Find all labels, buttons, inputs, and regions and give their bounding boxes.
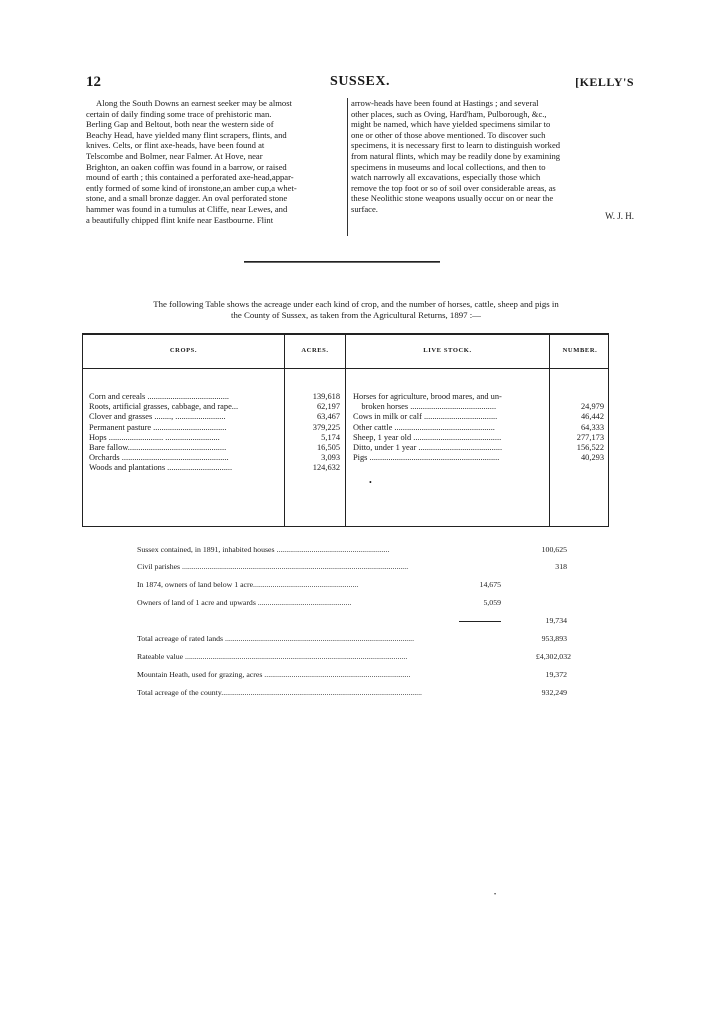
- summary-label: Mountain Heath, used for grazing, acres ...........................................................................: [137, 670, 411, 679]
- summary-value: 932,249: [541, 688, 567, 697]
- crop-name: Clover and grasses ........, ........................: [89, 412, 226, 422]
- summary-value: £4,302,032: [535, 652, 571, 661]
- text-line: knives. Celts, or flint axe-heads, have been found at: [86, 140, 265, 151]
- livestock-name: broken horses .........................................: [353, 402, 497, 412]
- header-number: NUMBER.: [562, 347, 598, 354]
- text-line: these Neolithic stone weapons usually occur on or near the: [351, 193, 554, 204]
- livestock-number: 156,522: [576, 442, 604, 452]
- text-line: other places, such as Oving, Hard'ham, Pulborough, &c.,: [351, 108, 547, 119]
- crop-name: Roots, artificial grasses, cabbage, and rape...: [89, 402, 239, 412]
- table-intro: [78, 299, 634, 321]
- livestock-name: Horses for agriculture, brood mares, and un-: [353, 392, 502, 401]
- header-rule: [83, 368, 608, 369]
- summary-value: 19,734: [545, 616, 567, 625]
- text-line: Brighton, an oaken coffin was found in a barrow, or raised: [86, 161, 287, 172]
- text-line: arrow-heads have been found at Hastings ; and several: [351, 98, 539, 108]
- stray-mark: •: [369, 478, 372, 487]
- summary-row: [137, 652, 571, 663]
- text-line: remove the top foot or so of soil over considerable areas, as: [351, 182, 556, 193]
- summary-subvalue: 5,059: [483, 598, 501, 607]
- header-crops: CROPS.: [169, 347, 198, 354]
- summary-row: [137, 670, 571, 681]
- summary-label: Owners of land of 1 acre and upwards ................................................: [137, 598, 352, 607]
- crop-acres: 139,618: [312, 392, 340, 401]
- summary-label: Rateable value ..................................................................................................................: [137, 652, 408, 661]
- header-livestock: LIVE STOCK.: [423, 347, 472, 354]
- column-rule: [345, 335, 346, 526]
- text-line: specimens in museums and local collections, and then to: [351, 161, 546, 172]
- summary-row: [137, 598, 571, 609]
- livestock-number: 46,442: [580, 412, 604, 422]
- crop-acres: 16,505: [316, 442, 340, 452]
- livestock-number: [550, 392, 604, 402]
- summary-row: [137, 616, 571, 627]
- summary-label: In 1874, owners of land below 1 acre......................................................: [137, 580, 359, 589]
- crop-acres: 3,093: [321, 453, 340, 463]
- summary-value: 953,893: [541, 634, 567, 643]
- intro-line: the County of Sussex, as taken from the Agricultural Returns, 1897 :—: [231, 310, 481, 320]
- text-line: Beachy Head, have yielded many flint scrapers, flints, and: [86, 129, 287, 140]
- text-line: stone, and a small bronze dagger. An oval perforated stone: [86, 193, 288, 204]
- crop-acres: 124,632: [312, 463, 340, 473]
- summary-row: [137, 562, 571, 573]
- text-line: specimens, it is necessary first to learn to distinguish worked: [351, 140, 561, 151]
- text-line: Berling Gap and Beltout, both near the western side of: [86, 119, 274, 130]
- summary-row: [137, 634, 571, 645]
- text-line: ently formed of some kind of ironstone,an amber cup,a whet-: [86, 182, 297, 193]
- text-line: Telscombe and Bolmer, near Falmer. At Hove, near: [86, 150, 263, 161]
- livestock-name: Pigs ..............................................................: [353, 453, 500, 463]
- livestock-number: 277,173: [576, 432, 604, 442]
- text-line: a beautifully chipped flint knife near Eastbourne. Flint: [86, 214, 274, 225]
- number-column: [550, 392, 604, 463]
- crop-name: Permanent pasture ...................................: [89, 422, 227, 432]
- summary-label: Sussex contained, in 1891, inhabited houses ..........................................................: [137, 545, 390, 554]
- livestock-name: Other cattle ................................................: [353, 422, 495, 432]
- crops-column: [89, 392, 279, 474]
- article-right-column: [351, 98, 634, 215]
- text-line: surface.: [351, 203, 378, 214]
- article-columns: [86, 98, 634, 238]
- summary-value: 19,372: [545, 670, 567, 679]
- column-divider: [347, 98, 348, 236]
- summary-label: Total acreage of the county.......................................................................................................: [137, 688, 423, 697]
- text-line: watch narrowly all excavations, especially those which: [351, 172, 541, 183]
- summary-label: Total acreage of rated lands .................................................................................................: [137, 634, 415, 643]
- crop-name: Orchards ...................................................: [89, 453, 229, 463]
- livestock-name: Cows in milk or calf ...................................: [353, 412, 498, 422]
- author-signature: W. J. H.: [605, 211, 634, 221]
- header-acres: ACRES.: [301, 347, 329, 354]
- agricultural-table: [82, 333, 609, 527]
- running-header: [86, 74, 634, 94]
- summary-label: Civil parishes ....................................................................................................................: [137, 562, 409, 571]
- livestock-column: [353, 392, 545, 463]
- livestock-name: Sheep, 1 year old ..........................................: [353, 432, 502, 442]
- text-line: one or other of those above mentioned. To discover such: [351, 129, 546, 140]
- summary-subvalue: 14,675: [479, 580, 501, 589]
- article-left-column: [86, 98, 346, 225]
- crop-acres: 379,225: [312, 422, 340, 432]
- crop-name: Woods and plantations ...............................: [89, 463, 233, 473]
- summary-value: 100,625: [541, 545, 567, 554]
- livestock-number: 24,979: [580, 402, 604, 412]
- section-rule: [244, 261, 440, 263]
- crop-name: Bare fallow...............................................: [89, 442, 227, 452]
- text-line: might be named, which have yielded specimens similar to: [351, 119, 551, 130]
- summary-row: [137, 580, 571, 591]
- summary-value: 318: [555, 562, 567, 571]
- page-title: SUSSEX.: [330, 74, 390, 89]
- livestock-number: 64,333: [580, 422, 604, 432]
- livestock-name: Ditto, under 1 year ........................................: [353, 442, 503, 452]
- crop-name: Hops .......................... ..........................: [89, 432, 220, 442]
- publisher-mark: [KELLY'S: [575, 75, 634, 89]
- summary-row: [137, 545, 571, 556]
- stray-mark: •: [494, 892, 497, 898]
- page-number: 12: [86, 74, 101, 90]
- intro-line: The following Table shows the acreage under each kind of crop, and the number of horses, cattle, sheep and pigs in: [153, 299, 559, 309]
- text-line: Along the South Downs an earnest seeker may be almost: [96, 98, 292, 108]
- crop-name: Corn and cereals .......................................: [89, 392, 230, 401]
- acres-column: [285, 392, 340, 474]
- crop-acres: 62,197: [316, 402, 340, 412]
- text-line: hammer was found in a tumulus at Cliffe, near Lewes, and: [86, 203, 288, 214]
- text-line: from natural flints, which may be readily done by examining: [351, 150, 561, 161]
- crop-acres: 5,174: [321, 432, 340, 442]
- summary-row: [137, 688, 571, 699]
- crop-acres: 63,467: [316, 412, 340, 422]
- livestock-number: 40,293: [580, 453, 604, 463]
- text-line: certain of daily finding some trace of prehistoric man.: [86, 108, 272, 119]
- text-line: mound of earth ; this contained a perforated axe-head,appar-: [86, 172, 294, 183]
